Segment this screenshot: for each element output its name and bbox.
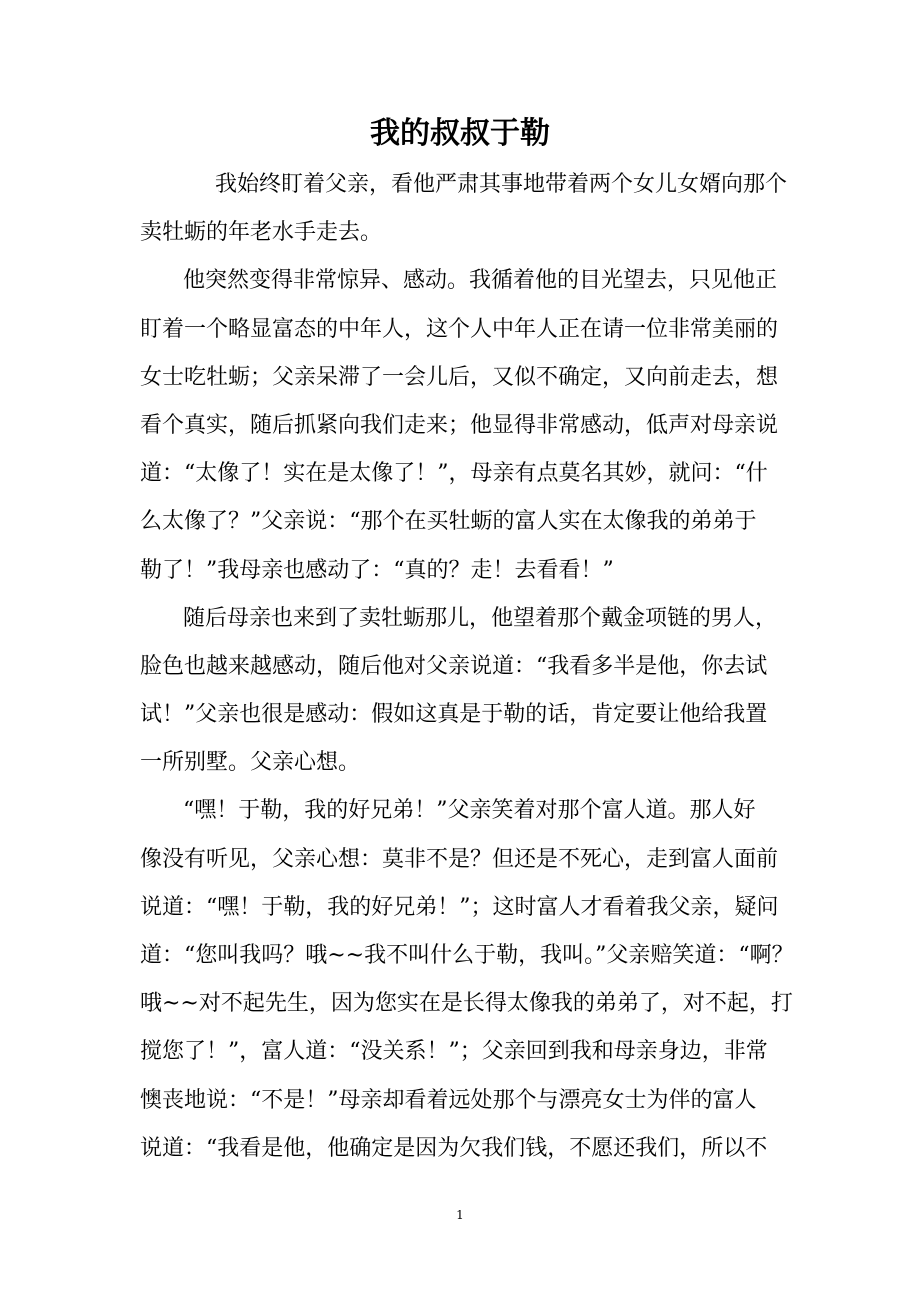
text-line: 哦~~对不起先生，因为您实在是长得太像我的弟弟了，对不起，打 [140,991,793,1017]
text-line: 搅您了！”，富人道：“没关系！”；父亲回到我和母亲身边，非常 [140,1039,768,1065]
paragraph [140,595,800,788]
text-line: 盯着一个略显富态的中年人，这个人中年人正在请一位非常美丽的 [140,316,779,342]
text-line: 试！”父亲也很是感动：假如这真是于勒的话，肯定要让他给我置 [140,702,768,728]
text-line: 懊丧地说：“不是！”母亲却看着远处那个与漂亮女士为伴的富人 [140,1087,757,1113]
text-line: 道：“您叫我吗？哦~~我不叫什么于勒，我叫。”父亲赔笑道：“啊？ [140,943,794,968]
text-line: 勒了！”我母亲也感动了：“真的？走！去看看！” [140,557,614,583]
paragraph [140,161,800,257]
text-line: 看个真实，随后抓紧向我们走来；他显得非常感动，低声对母亲说 [140,412,779,438]
text-line: 随后母亲也来到了卖牡蛎那儿，他望着那个戴金项链的男人， [183,605,778,631]
document-body [140,161,800,1173]
text-line: 他突然变得非常惊异、感动。我循着他的目光望去，只见他正 [183,268,778,294]
text-line: “嘿！于勒，我的好兄弟！”父亲笑着对那个富人道。那人好 [183,798,756,824]
text-line: 我始终盯着父亲，看他严肃其事地带着两个女儿女婿向那个 [215,172,788,197]
document-title: 我的叔叔于勒 [370,116,550,151]
text-line: 么太像了？”父亲说：“那个在买牡蛎的富人实在太像我的弟弟于 [140,509,757,535]
text-line: 女士吃牡蛎；父亲呆滞了一会儿后，又似不确定，又向前走去，想 [140,364,779,390]
text-line: 像没有听见，父亲心想：莫非不是？但还是不死心，走到富人面前 [140,846,779,872]
text-line: 道：“太像了！实在是太像了！”，母亲有点莫名其妙，就问：“什 [140,461,768,487]
text-line: 一所别墅。父亲心想。 [140,750,361,776]
paragraph [140,257,800,594]
page-number: 1 [456,1208,464,1222]
text-line: 说道：“嘿！于勒，我的好兄弟！”；这时富人才看着我父亲，疑问 [140,894,779,920]
paragraph [140,787,800,1173]
text-line: 卖牡蛎的年老水手走去。 [140,220,383,246]
text-line: 脸色也越来越感动，随后他对父亲说道：“我看多半是他，你去试 [140,653,768,679]
text-line: 说道：“我看是他，他确定是因为欠我们钱，不愿还我们，所以不 [140,1135,768,1161]
